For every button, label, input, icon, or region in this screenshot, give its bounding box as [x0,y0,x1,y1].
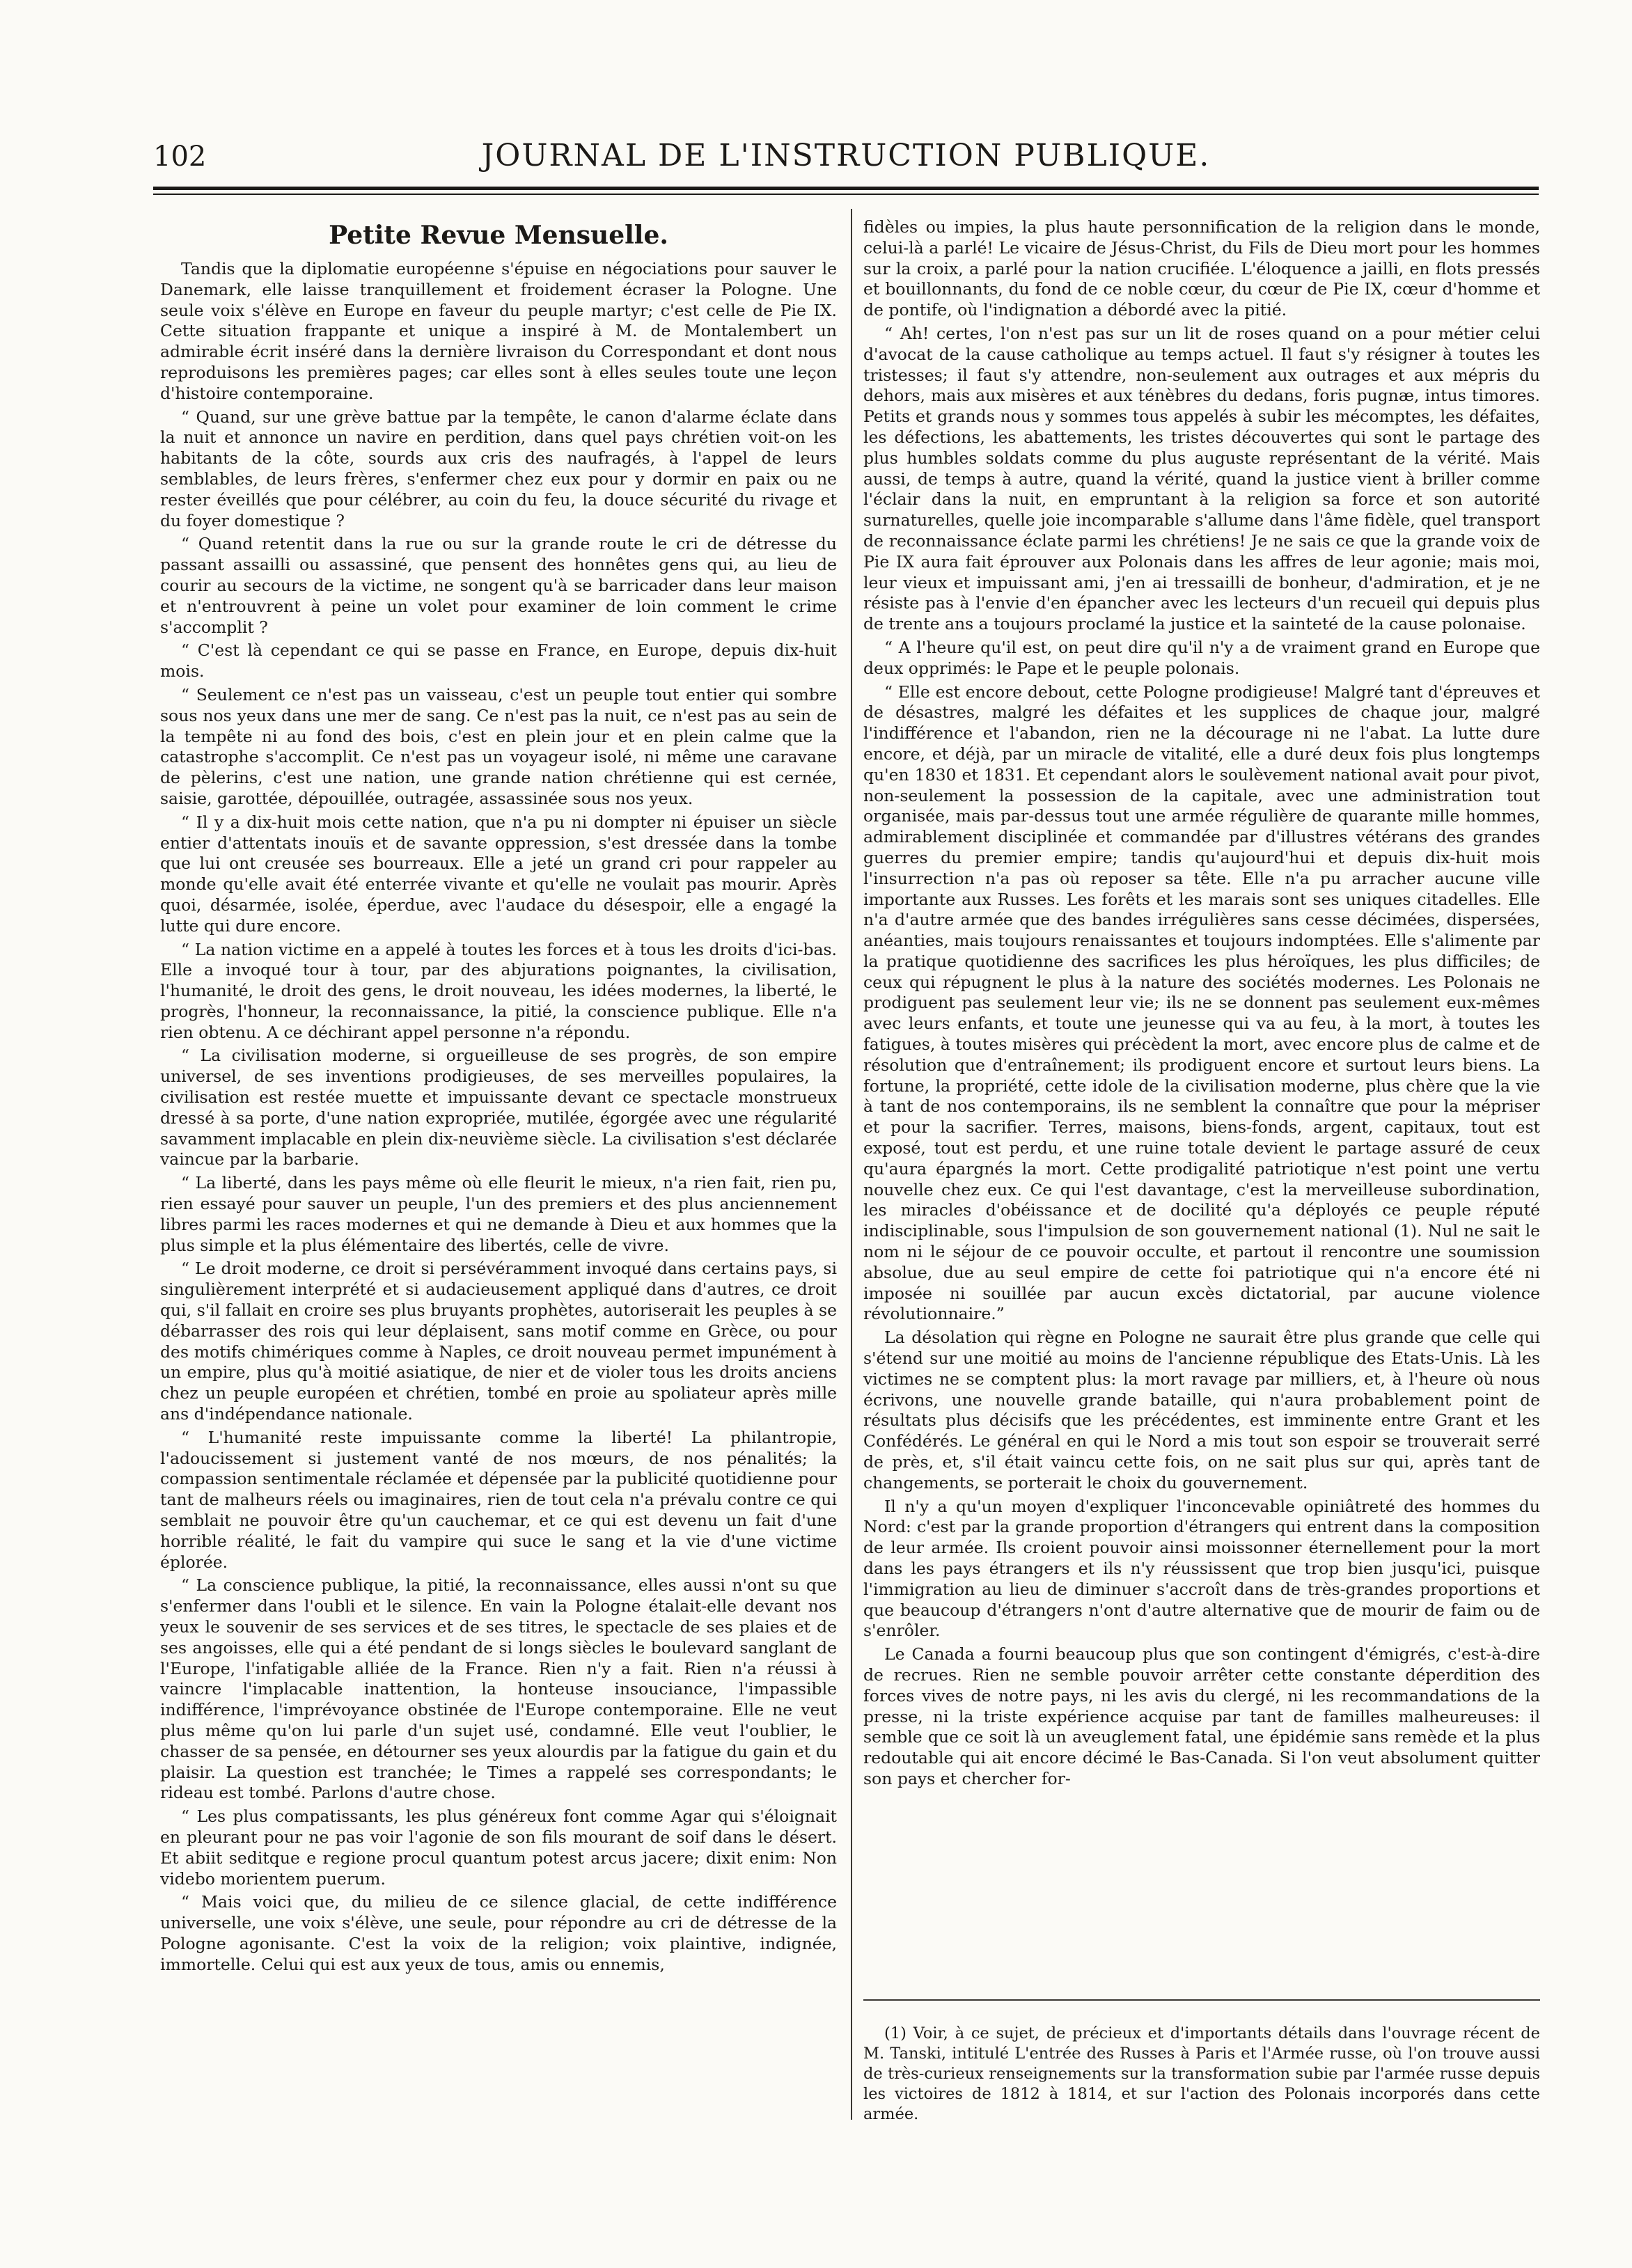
paragraph: “ Le droit moderne, ce droit si persévéramment invoqué dans certains pays, si singulièrement interprété et si audacieusement appliqué dans d'autres, ce droit qui, s'il fallait en croire ses plus bruyants prophètes, autoriserait les peuples à se débarrasser des rois qui leur déplaisent, sans motif comme en Grèce, ou pour des motifs chimériques comme à Naples, ce droit nouveau permet impunément à un empire, plus qu'à moitié asiatique, de nier et de violer tous les droits anciens chez un peuple européen et chrétien, tombé en proie au spoliateur après mille ans d'indépendance nationale. [160,1259,837,1424]
page-number: 102 [153,141,207,173]
paragraph: “ L'humanité reste impuissante comme la liberté! La philantropie, l'adoucissement si justement vanté de nos mœurs, de nos pénalités; la compassion sentimentale réclamée et dépensée par la publicité quotidienne pour tant de malheurs réels ou imaginaires, rien de tout cela n'a prévalu contre ce qui semblait ne pouvoir être qu'un cauchemar, et ce qui est devenu un fait d'une horrible réalité, le fait du vampire qui suce le sang et la vie d'une victime éplorée. [160,1427,837,1572]
paragraph: “ Quand, sur une grève battue par la tempête, le canon d'alarme éclate dans la nuit et annonce un navire en perdition, dans quel pays chrétien voit-on les habitants de la côte, sourds aux cris des naufragés, à l'appel de leurs semblables, de leurs frères, s'enfermer chez eux pour y dormir en paix ou ne rester éveillés que pour célébrer, au coin du feu, la douce sécurité du rivage et du foyer domestique ? [160,407,837,530]
paragraph: “ Les plus compatissants, les plus généreux font comme Agar qui s'éloignait en pleurant pour ne pas voir l'agonie de son fils mourant de soif dans le désert. Et abiit seditque e regione procul quantum potest arcus jacere; dixit enim: Non videbo morientem puerum. [160,1806,837,1889]
footnote-rule [863,1999,1540,2001]
article-title: Petite Revue Mensuelle. [329,221,668,250]
paragraph: “ Ah! certes, l'on n'est pas sur un lit de roses quand on a pour métier celui d'avocat de la cause catholique au temps actuel. Il faut s'y résigner à toutes les tristesses; il faut s'y attendre, non-seulement aux outrages et aux mépris du dehors, mais aux misères et aux ténèbres du dedans, foris pugnæ, intus timores. Petits et grands nous y sommes tous appelés à subir les mécomptes, les défaites, les défections, les abattements, les tristes découvertes qui sont le partage des plus humbles soldats comme du plus auguste représentant de la vérité. Mais aussi, de temps à autre, quand la vérité, quand la justice vient à briller comme l'éclair dans la nuit, en empruntant à la religion sa force et son autorité surnaturelles, quelle joie incomparable s'allume dans l'âme fidèle, quel transport de reconnaissance éclate parmi les chrétiens! Je ne sais ce que la grande voix de Pie IX aura fait éprouver aux Polonais dans les affres de leur agonie; mais moi, leur vieux et impuissant ami, j'en ai tressailli de bonheur, d'admiration, et je ne résiste pas à l'envie d'en épancher avec les lecteurs d'un recueil qui depuis plus de trente ans a toujours proclamé la justice et la sainteté de la cause polonaise. [863,323,1540,634]
paragraph: fidèles ou impies, la plus haute personnification de la religion dans le monde, celui-là a parlé! Le vicaire de Jésus-Christ, du Fils de Dieu mort pour les hommes sur la croix, a parlé pour la nation crucifiée. L'éloquence a jailli, en flots pressés et bouillonnants, du fond de ce noble cœur, du cœur de Pie IX, cœur d'homme et de pontife, où l'indignation a débordé avec la pitié. [863,217,1540,320]
right-column [863,217,1540,1985]
paragraph: “ Seulement ce n'est pas un vaisseau, c'est un peuple tout entier qui sombre sous nos yeux dans une mer de sang. Ce n'est pas la nuit, ce n'est pas au sein de la tempête ni au fond des bois, c'est en plein jour et en plein calme que la catastrophe s'accomplit. Ce n'est pas un voyageur isolé, ni même une caravane de pèlerins, c'est une nation, une grande nation chrétienne qui est cernée, saisie, garottée, dépouillée, outragée, assassinée sous nos yeux. [160,684,837,808]
left-column [160,217,837,2104]
paragraph: “ La conscience publique, la pitié, la reconnaissance, elles aussi n'ont su que s'enfermer dans l'oubli et le silence. En vain la Pologne étalait-elle devant nos yeux le souvenir de ses services et de ses titres, le spectacle de ses plaies et de ses angoisses, elle qui a été pendant de si longs siècles le boulevard sanglant de l'Europe, l'infatigable alliée de la France. Rien n'y a fait. Rien n'a réussi à vaincre l'implacable inattention, la honteuse insouciance, l'impassible indifférence, l'imprévoyance obstinée de l'Europe contemporaine. Elle ne veut plus même qu'on lui parle d'un sujet usé, condamné. Elle veut l'oublier, le chasser de sa pensée, en détourner ses yeux alourdis par la fatigue du gain et du plaisir. La question est tranchée; le Times a rappelé ses correspondants; le rideau est tombé. Parlons d'autre chose. [160,1575,837,1803]
paragraph: “ La civilisation moderne, si orgueilleuse de ses progrès, de son empire universel, de ses inventions prodigieuses, de ses merveilles populaires, la civilisation est restée muette et impuissante devant ce spectacle monstrueux dressé à sa porte, d'une nation expropriée, mutilée, égorgée avec une régularité savamment implacable en plein dix-neuvième siècle. La civilisation s'est déclarée vaincue par la barbarie. [160,1046,837,1170]
paragraph: “ La nation victime en a appelé à toutes les forces et à tous les droits d'ici-bas. Elle a invoqué tour à tour, par des abjurations poignantes, la civilisation, l'humanité, le droit des gens, le droit nouveau, les idées modernes, la liberté, le progrès, l'honneur, la reconnaissance, la pitié, la conscience publique. Elle n'a rien obtenu. A ce déchirant appel personne n'a répondu. [160,939,837,1042]
paragraph: “ La liberté, dans les pays même où elle fleurit le mieux, n'a rien fait, rien pu, rien essayé pour sauver un peuple, l'un des premiers et des plus anciennement libres parmi les races modernes et qui ne demande à Dieu et aux hommes que la plus simple et la plus élémentaire des libertés, celle de vivre. [160,1173,837,1255]
header-rule-thin [153,194,1539,195]
paragraph: “ Mais voici que, du milieu de ce silence glacial, de cette indifférence universelle, une voix s'élève, une seule, pour répondre au cri de détresse de la Pologne agonisante. C'est la voix de la religion; voix plaintive, indignée, immortelle. Celui qui est aux yeux de tous, amis ou ennemis, [160,1892,837,1974]
paragraph: La désolation qui règne en Pologne ne saurait être plus grande que celle qui s'étend sur une moitié au moins de l'ancienne république des Etats-Unis. Là les victimes ne se comptent plus: la mort ravage par milliers, et, à l'heure où nous écrivons, une nouvelle grande bataille, qui n'aura probablement point de résultats plus décisifs que les précédentes, est imminente entre Grant et les Confédérés. Le général en qui le Nord a mis tout son espoir se trouverait serré de près, et, s'il était vaincu cette fois, on ne sait plus sur qui, après tant de changements, se porterait le choix du gouvernement. [863,1328,1540,1493]
header-rule-thick [153,187,1539,190]
paragraph: “ A l'heure qu'il est, on peut dire qu'il n'y a de vraiment grand en Europe que deux opprimés: le Pape et le peuple polonais. [863,637,1540,678]
paragraph: “ Il y a dix-huit mois cette nation, que n'a pu ni dompter ni épuiser un siècle entier d'attentats inouïs et de savante oppression, s'est dressée dans la tombe que lui ont creusée ses bourreaux. Elle a jeté un grand cri pour rappeler au monde qu'elle avait été enterrée vivante et qu'elle ne voulait pas mourir. Après quoi, désarmée, isolée, éperdue, avec l'audace du désespoir, elle a engagé la lutte qui dure encore. [160,812,837,936]
paragraph: Il n'y a qu'un moyen d'expliquer l'inconcevable opiniâtreté des hommes du Nord: c'est par la grande proportion d'étrangers qui entrent dans la composition de leur armée. Ils croient pouvoir ainsi moissonner éternellement pour la mort dans les pays étrangers et ils n'y réussissent que trop bien jusqu'ici, puisque l'immigration au lieu de diminuer s'accroît dans de très-grandes proportions et que beaucoup d'étrangers n'ont d'autre alternative que de mourir de faim ou de s'enrôler. [863,1496,1540,1641]
paragraph: “ C'est là cependant ce qui se passe en France, en Europe, depuis dix-huit mois. [160,640,837,682]
page-header [153,132,1539,181]
paragraph: Le Canada a fourni beaucoup plus que son contingent d'émigrés, c'est-à-dire de recrues. Rien ne semble pouvoir arrêter cette constante déperdition des forces vives de notre pays, ni les avis du clergé, ni les recommandations de la presse, ni la triste expérience acquise par tant de familles malheureuses: il semble que ce soit là un aveuglement fatal, une épidémie sans remède et la plus redoutable qui ait encore décimé le Bas-Canada. Si l'on veut absolument quitter son pays et chercher for- [863,1644,1540,1788]
column-divider [851,209,852,2120]
paragraph: Tandis que la diplomatie européenne s'épuise en négociations pour sauver le Danemark, elle laisse tranquillement et froidement écraser la Pologne. Une seule voix s'élève en Europe en faveur du peuple martyr; c'est celle de Pie IX. Cette situation frappante et unique a inspiré à M. de Montalembert un admirable écrit inséré dans la dernière livraison du Correspondant et dont nous reproduisons les premières pages; car elles sont à elles seules toute une leçon d'histoire contemporaine. [160,259,837,403]
journal-title: JOURNAL DE L'INSTRUCTION PUBLIQUE. [481,138,1211,173]
paragraph: “ Quand retentit dans la rue ou sur la grande route le cri de détresse du passant assailli ou assassiné, que pensent des honnêtes gens qui, au lieu de courir au secours de la victime, ne songent qu'à se barricader dans leur maison et n'entrouvrent à peine un volet pour examiner de loin comment le crime s'accomplit ? [160,534,837,637]
paragraph: “ Elle est encore debout, cette Pologne prodigieuse! Malgré tant d'épreuves et de désastres, malgré les défaites et les supplices de chaque jour, malgré l'indifférence et l'abandon, rien ne la décourage ni ne l'abat. La lutte dure encore, et déjà, par un miracle de vitalité, elle a duré deux fois plus longtemps qu'en 1830 et 1831. Et cependant alors le soulèvement national avait pour pivot, non-seulement la possession de la capitale, avec une administration tout organisée, mais par-dessus tout une armée régulière de quarante mille hommes, admirablement disciplinée et commandée par d'illustres vétérans des grandes guerres du premier empire; tandis qu'aujourd'hui et depuis dix-huit mois l'insurrection n'a pas où reposer sa tête. Elle n'a pu arracher aucune ville importante aux Russes. Les forêts et les marais sont ses uniques citadelles. Elle n'a d'autre armée que des bandes irrégulières sans cesse décimées, dispersées, anéanties, mais toujours renaissantes et toujours indomptées. Elle s'alimente par la pratique quotidienne des sacrifices les plus héroïques, les plus difficiles; de ceux qui répugnent le plus à la nature des sociétés modernes. Les Polonais ne prodiguent pas seulement leur vie; ils ne se donnent pas seulement eux-mêmes avec leurs enfants, et toute une jeunesse qui va au feu, à la mort, à toutes les fatigues, à toutes misères qui précèdent la mort, avec encore plus de calme et de résolution que d'entraînement; ils prodiguent encore et surtout leurs biens. La fortune, la propriété, cette idole de la civilisation moderne, plus chère que la vie à tant de nos contemporains, ils ne semblent la connaître que pour la mépriser et pour la sacrifier. Terres, maisons, biens-fonds, argent, capitaux, tout est exposé, tout est perdu, et une ruine totale devient le partage assuré de ceux qu'aura épargnés la mort. Cette prodigalité patriotique n'est point une vertu nouvelle chez eux. Ce qui l'est davantage, c'est la merveilleuse subordination, les miracles d'obéissance et de docilité qu'a déployés ce peuple réputé indisciplinable, sous l'impulsion de son gouvernement national (1). Nul ne sait le nom ni le séjour de ce pouvoir occulte, et partout il rencontre une soumission absolue, due au seul empire de cette foi patriotique qui n'a encore été ni imposée ni souillée par aucun excès dictatorial, par aucune violence révolutionnaire.” [863,682,1540,1324]
footnote: (1) Voir, à ce sujet, de précieux et d'importants détails dans l'ouvrage récent de M. Tanski, intitulé L'entrée des Russes à Paris et l'Armée russe, où l'on trouve aussi de très-curieux renseignements sur la transformation subie par l'armée russe depuis les victoires de 1812 à 1814, et sur l'action des Polonais incorporés dans cette armée. [863,2024,1540,2123]
